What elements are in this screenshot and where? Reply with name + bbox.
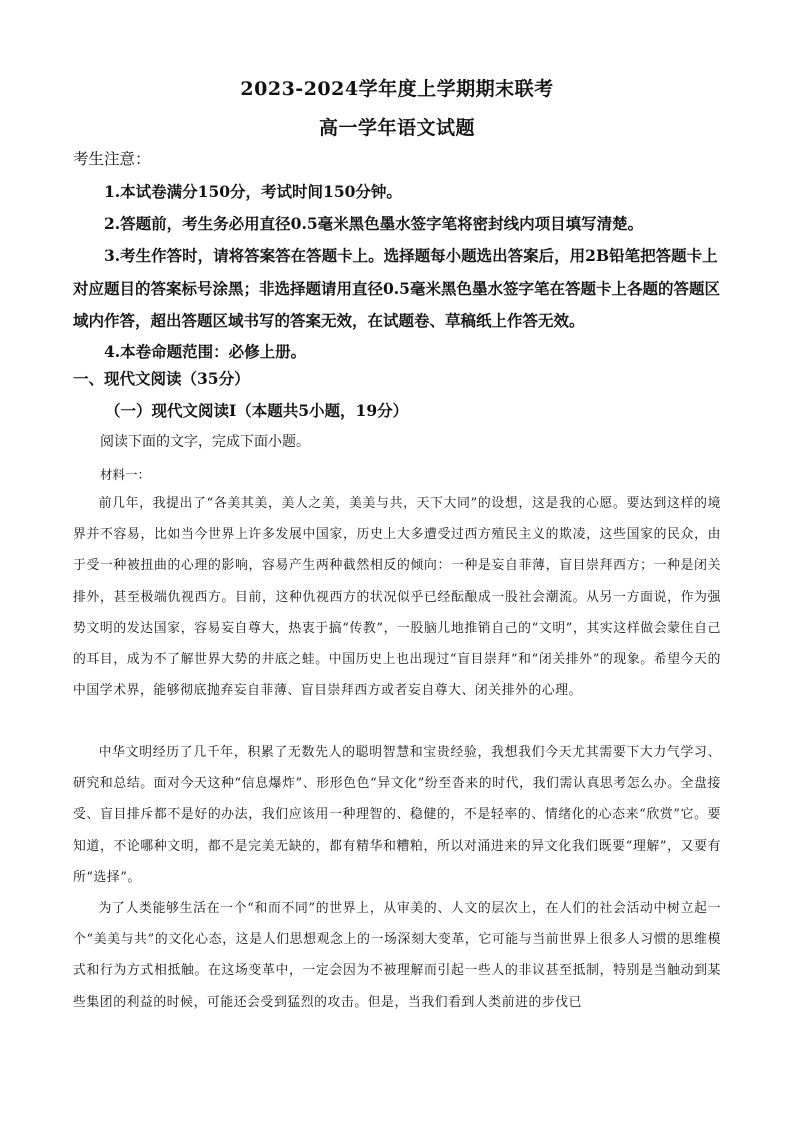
notice-item-3 [73, 240, 723, 338]
section-heading: 一、现代文阅读（35分） [73, 369, 250, 388]
paragraph-text: 中华文明经历了几千年，积累了无数先人的聪明智慧和宝贵经验，我想我们今天尤其需要下大力气学习、研究和总结。面对今天这种“信息爆炸”、形形色色“异文化”纷至沓来的时代，我们需认真思考怎么办。全盘接受、盲目排斥都不是好的办法，我们应该用一种理智的、稳健的，不是轻率的、情绪化的心态来“欣赏”它。要知道，不论哪种文明，都不是完美无缺的，都有精华和糟粕，所以对涌进来的异文化我们既要“理解”，又要有所“选择”。 [73, 745, 721, 885]
paragraph-text: 前几年，我提出了“各美其美，美人之美，美美与共，天下大同”的设想，这是我的心愿。要达到这样的境界并不容易，比如当今世界上许多发展中国家，历史上大多遭受过西方殖民主义的欺凌，这些国家的民众，由于受一种被扭曲的心理的影响，容易产生两种截然相反的倾向：一种是妄自菲薄，盲目崇拜西方；一种是闭关排外，甚至极端仇视西方。目前，这种仇视西方的状况似乎已经酝酿成一股社会潮流。从另一方面说，作为强势文明的发达国家，容易妄自尊大，热衷于搞“传教”，一股脑儿地推销自己的“文明”，其实这样做会蒙住自己的耳目，成为不了解世界大势的井底之蛙。中国历史上也出现过“盲目崇拜”和“闭关排外”的现象。希望今天的中国学术界，能够彻底抛弃妄自菲薄、盲目崇拜西方或者妄自尊大、闭关排外的心理。 [73, 496, 721, 699]
notice-item-text: 1.本试卷满分150分，考试时间150分钟。 [104, 182, 402, 201]
reading-instruction: 阅读下面的文字，完成下面小题。 [100, 434, 310, 450]
paragraph-text: 为了人类能够生活在一个“和而不同”的世界上，从审美的、人文的层次上，在人们的社会活动中树立起一个“美美与共”的文化心态，这是人们思想观念上的一场深刻大变革，它可能与当前世界上很多人习惯的思维模式和行为方式相抵触。在这场变革中，一定会因为不被理解而引起一些人的非议甚至抵制，特别是当触动到某些集团的利益的时候，可能还会受到猛烈的攻击。但是，当我们看到人类前进的步伐已 [73, 901, 721, 1010]
subsection-heading: （一）现代文阅读Ⅰ（本题共5小题，19分） [105, 401, 409, 420]
material-label: 材料一： [100, 467, 151, 482]
notice-item-text: 4.本卷命题范围：必修上册。 [104, 342, 307, 361]
material-paragraph-3 [73, 893, 721, 1018]
material-paragraph-2 [73, 737, 721, 893]
notice-heading: 考生注意： [73, 150, 151, 168]
material-paragraph-1 [73, 488, 721, 706]
exam-subtitle: 高一学年语文试题 [318, 117, 475, 139]
notice-item-2 [73, 208, 723, 241]
notice-item-text: 2.答题前，考生务必用直径0.5毫米黑色墨水签字笔将密封线内项目填写清楚。 [104, 214, 644, 233]
exam-title: 2023-2024学年度上学期期末联考 [240, 78, 554, 100]
notice-item-text: 3.考生作答时，请将答案答在答题卡上。选择题每小题选出答案后，用2B铅笔把答题卡上对应题目的答案标号涂黑；非选择题请用直径0.5毫米黑色墨水签字笔在答题卡上各题的答题区域内作答，超出答题区域书写的答案无效，在试题卷、草稿纸上作答无效。 [73, 246, 720, 330]
notice-item-4 [73, 336, 723, 369]
notice-item-1 [73, 176, 723, 209]
